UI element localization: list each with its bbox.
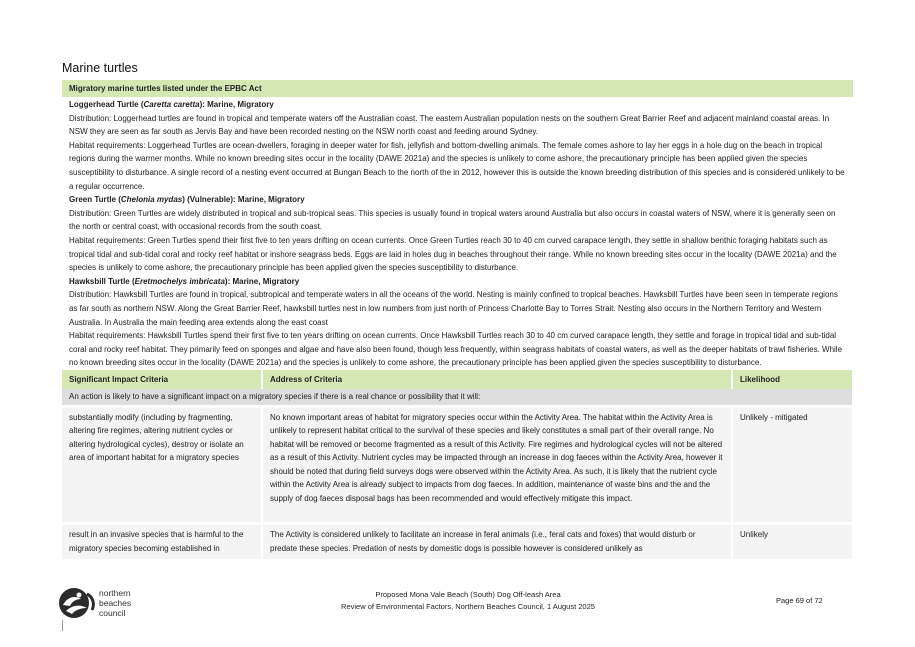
likelihood-header: Likelihood [732,370,853,389]
table-title: Migratory marine turtles listed under the EPBC Act [62,80,853,97]
page-number: Page 69 of 72 [776,596,823,605]
criteria-intro: An action is likely to have a significant impact on a migratory species if there is a real chance or possibility that it will: [62,389,853,407]
likelihood-cell: Unlikely [732,524,853,561]
species-habitat-hawksbill: Habitat requirements: Hawksbill Turtles spend their first five to ten years drifting on ocean currents. Once Hawksbill Turtles reach 30 to 40 cm curved carapace length, they settle and forage in tropical tidal and sub-tidal coral and rocky reef habitat. They primarily feed on sponges and algae and have also been found, though less frequently, within seagrass habitats of coastal waters, as well as the deeper habitats of trawl fisheries. While no known breeding sites occur in the locality (DAWE 2021a) and the species is unlikely to come ashore, the precautionary principle has been applied given the species susceptibility to disturbance. [69,331,843,368]
table-row [62,406,853,524]
address-header: Address of Criteria [262,370,732,389]
criteria-cell: result in an invasive species that is harmful to the migratory species becoming established in [62,524,262,561]
turtles-table [62,80,853,562]
species-title-green: Green Turtle (Chelonia mydas) (Vulnerable): Marine, Migratory [69,195,305,205]
footer-title-line2: Review of Environmental Factors, Northern Beaches Council, 1 August 2025 [341,602,595,611]
council-logo-text: northern beaches council [99,588,132,618]
species-habitat-green: Habitat requirements: Green Turtles spend their first five to ten years drifting on ocean currents. Once Green Turtles reach 30 to 40 cm curved carapace length, they settle in shallow benthic foraging habitats such as tropical tidal and sub-tidal coral and rocky reef habitat or inshore seagrass beds. Eggs are laid in holes dug in beaches throughout their range. While no known breeding sites occur in the locality (DAWE 2021a) and the species is unlikely to come ashore, the precautionary principle has been applied given the species susceptibility to disturbance. [69,235,837,273]
criteria-intro-row [62,389,853,407]
margin-mark [62,620,63,631]
species-content [62,97,853,370]
address-cell: No known important areas of habitat for migratory species occur within the Activity Area. The habitat within the Activity Area is unlikely to represent habitat critical to the survival of these species and likely constitutes a small part of their overall range. No habitat will be removed or become fragmented as a result of this Activity. Fire regimes and hydrological cycles will not be altered as a result of this Activity. Nutrient cycles may be impacted through an increase in dog faeces within the Activity Area, however it should be noted that during field surveys dogs were observed within the Activity Area. As such, it is likely that the nutrient cycle within the Activity Area is already subject to impacts from dog faeces. In addition, maintenance of waste bins and the and the supply of dog faeces disposal bags has been recommended and would effectively mitigate this impact. [262,406,732,524]
species-distribution-hawksbill: Distribution: Hawksbill Turtles are found in tropical, subtropical and temperate waters in all the oceans of the world. Nesting is mainly confined to tropical beaches. Hawksbill Turtles have been seen in temperate regions as far south as northern NSW. Along the Great Barrier Reef, hawksbill turtles nest in low numbers from just north of Princess Charlotte Bay to Torres Strait. Nesting also occurs in the Northern Territory and Western Australia. In Australia the main feeding area extends along the east coast [69,290,838,327]
species-distribution-loggerhead: Distribution: Loggerhead turtles are found in tropical and temperate waters off the Australian coast. The eastern Australian population nests on the southern Great Barrier Reef and adjacent mainland coastal areas. In NSW they are seen as far south as Jervis Bay and have been recorded nesting on the NSW north coast and feeding around Sydney. [69,113,830,137]
criteria-header: Significant Impact Criteria [62,370,262,389]
footer-title-line1: Proposed Mona Vale Beach (South) Dog Off-leash Area [375,590,561,599]
criteria-cell: substantially modify (including by fragmenting, altering fire regimes, altering nutrient cycles or altering hydrological cycles), destroy or isolate an area of important habitat for a migratory species [62,406,262,524]
section-heading: Marine turtles [62,61,138,75]
table-row [62,524,853,561]
criteria-table [62,370,854,563]
address-cell: The Activity is considered unlikely to facilitate an increase in feral animals (i.e., feral cats and foxes) that would disturb or predate these species. Predation of nests by domestic dogs is possible however is considered unlikely as [262,524,732,561]
species-title-hawksbill: Hawksbill Turtle (Eretmochelys imbricata): Marine, Migratory [69,276,300,286]
likelihood-cell: Unlikely - mitigated [732,406,853,524]
species-title-loggerhead: Loggerhead Turtle (Caretta caretta): Marine, Migratory [69,100,274,109]
species-distribution-green: Distribution: Green Turtles are widely distributed in tropical and sub-tropical seas. This species is usually found in tropical waters around Australia but also occurs in coastal waters of NSW, where it is generally seen on the north or central coast, with occasional records from the south coast. [69,208,836,232]
species-habitat-loggerhead: Habitat requirements: Loggerhead Turtles are ocean-dwellers, foraging in deeper water for fish, jellyfish and bottom-dwelling animals. The female comes ashore to lay her eggs in a hole dug on the beach in tropical regions during the warmer months. While no known breeding sites occur in the locality (DAWE 2021a) and the species is unlikely to come ashore, the precautionary principle has been applied given the species susceptibility to disturbance. A single record of a nesting event occurred at Bungan Beach to the north of the in 2012, however this is outside the known breeding distribution of this species and is considered unlikely to be a regular occurrence. [69,140,845,191]
criteria-header-row [62,370,853,389]
